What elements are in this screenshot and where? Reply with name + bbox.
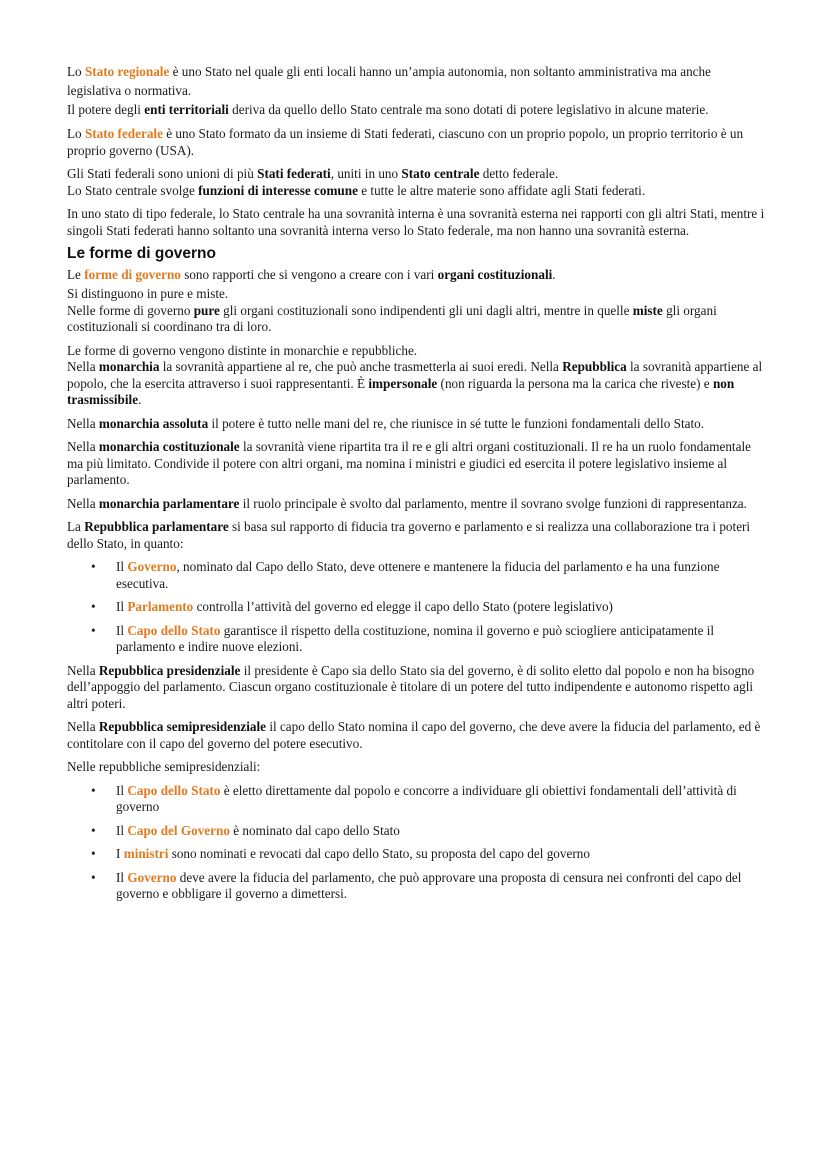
term-stato-regionale: Stato regionale <box>84 64 170 79</box>
bullet-icon: • <box>91 846 96 861</box>
paragraph-sovranita: In uno stato di tipo federale, lo Stato centrale ha una sovranità interna è una sovranità esterna nei rapporti con gli altri Stati, mentre i singoli Stati federati hanno soltanto una sovranità interna verso lo Stato federale, ma non hanno una sovranità esterna. <box>67 206 765 238</box>
bullet-icon: • <box>91 559 96 574</box>
paragraph-pure-miste: Si distinguono in pure e miste. Nelle forme di governo pure gli organi costituzionali sono indipendenti gli uni dagli altri, mentre in quelle miste gli organi costituzionali si coordinano tra di loro. <box>67 286 717 334</box>
list-item: • Il Capo del Governo è nominato dal capo dello Stato <box>91 822 400 838</box>
bullet-icon: • <box>91 782 96 798</box>
paragraph-stati-federali: Gli Stati federali sono unioni di più Stati federati, uniti in uno Stato centrale detto federale. Lo Stato centrale svolge funzioni di interesse comune e tutte le altre materie sono affidate agli Stati federati. <box>67 166 646 198</box>
list-item: • Il Governo deve avere la fiducia del parlamento, che può approvare una proposta di censura nei confronti del capo del governo e obbligare il governo a dimettersi. <box>91 869 742 901</box>
term-forme-di-governo: forme di governo <box>84 266 181 282</box>
paragraph-monarchie-repubbliche: Le forme di governo vengono distinte in monarchie e repubbliche. Nella monarchia la sovranità appartiene al re, che può anche trasmetterla ai suoi eredi. Nella Repubblica la sovranità appartiene al popolo, che la esercita attraverso i suoi rappresentanti. È impersonale (non riguarda la persona ma la carica che riveste) e non trasmissibile. <box>67 342 763 407</box>
bullet-icon: • <box>91 869 96 885</box>
document-page <box>67 62 765 910</box>
bullet-icon: • <box>91 622 96 638</box>
paragraph-repubblica-semipresidenziale: Nella Repubblica semipresidenziale il capo dello Stato nomina il capo del governo, che deve avere la fiducia del parlamento, ed è contitolare con il capo del governo del potere esecutivo. <box>67 719 761 751</box>
term-stato-federale: Stato federale <box>84 126 163 141</box>
list-item: • Il Governo, nominato dal Capo dello Stato, deve ottenere e mantenere la fiducia del parlamento e ha una funzione esecutiva. <box>91 559 720 591</box>
paragraph-stato-federale: Lo Stato federale è uno Stato formato da un insieme di Stati federati, ciascuno con un proprio popolo, un proprio territorio è un proprio governo (USA). <box>67 126 744 158</box>
list-item: • Il Parlamento controlla l’attività del governo ed elegge il capo dello Stato (potere legislativo) <box>91 599 613 614</box>
list-item: • Il Capo dello Stato è eletto direttamente dal popolo e concorre a individuare gli obiettivi fondamentali dell’attività di governo <box>91 782 737 814</box>
paragraph-repubblica-presidenziale: Nella Repubblica presidenziale il presidente è Capo sia dello Stato sia del governo, è di solito eletto dal popolo e non ha bisogno dell’appoggio del parlamento. Ciascun organo costituzionale è titolare di un potere del tutto indipendente e autonomo rispetto agli altri poteri. <box>67 662 755 711</box>
list-item: • I ministri sono nominati e revocati dal capo dello Stato, su proposta del capo del governo <box>91 846 590 861</box>
paragraph-monarchia-costituzionale: Nella monarchia costituzionale la sovranità viene ripartita tra il re e gli altri organi costituzionali. Il re ha un ruolo fondamentale ma più limitato. Condivide il potere con altri organi, ma nomina i ministri e giudici ed esercita il potere legislativo insieme al parlamento. <box>67 439 751 487</box>
paragraph-stato-regionale: Lo Stato regionale è uno Stato nel quale gli enti locali hanno un’ampia autonomia, non soltanto amministrativa ma anche legislativa o normativa. Il potere degli enti territoriali deriva da quello dello Stato centrale ma sono dotati di potere legislativo in alcune materie. <box>67 64 711 117</box>
paragraph-forme-di-governo: Le forme di governo sono rapporti che si vengono a creare con i vari organi costituzionali. <box>67 266 556 282</box>
bullet-icon: • <box>91 599 96 614</box>
paragraph-repubblica-parlamentare: La Repubblica parlamentare si basa sul rapporto di fiducia tra governo e parlamento e si realizza una collaborazione tra i poteri dello Stato, in quanto: <box>67 519 751 551</box>
list-item: • Il Capo dello Stato garantisce il rispetto della costituzione, nomina il governo e può sciogliere anticipatamente il parlamento e indire nuove elezioni. <box>91 622 715 654</box>
list-poteri <box>67 559 765 656</box>
bullet-icon: • <box>91 822 96 838</box>
paragraph-monarchia-assoluta: Nella monarchia assoluta il potere è tutto nelle mani del re, che riunisce in sé tutte le funzioni fondamentali dello Stato. <box>67 415 705 431</box>
paragraph-nelle-repubbliche: Nelle repubbliche semipresidenziali: <box>67 759 261 774</box>
section-heading: Le forme di governo <box>67 245 216 262</box>
list-semipresidenziali <box>67 783 765 903</box>
paragraph-monarchia-parlamentare: Nella monarchia parlamentare il ruolo principale è svolto dal parlamento, mentre il sovrano svolge funzioni di rappresentanza. <box>67 495 747 511</box>
